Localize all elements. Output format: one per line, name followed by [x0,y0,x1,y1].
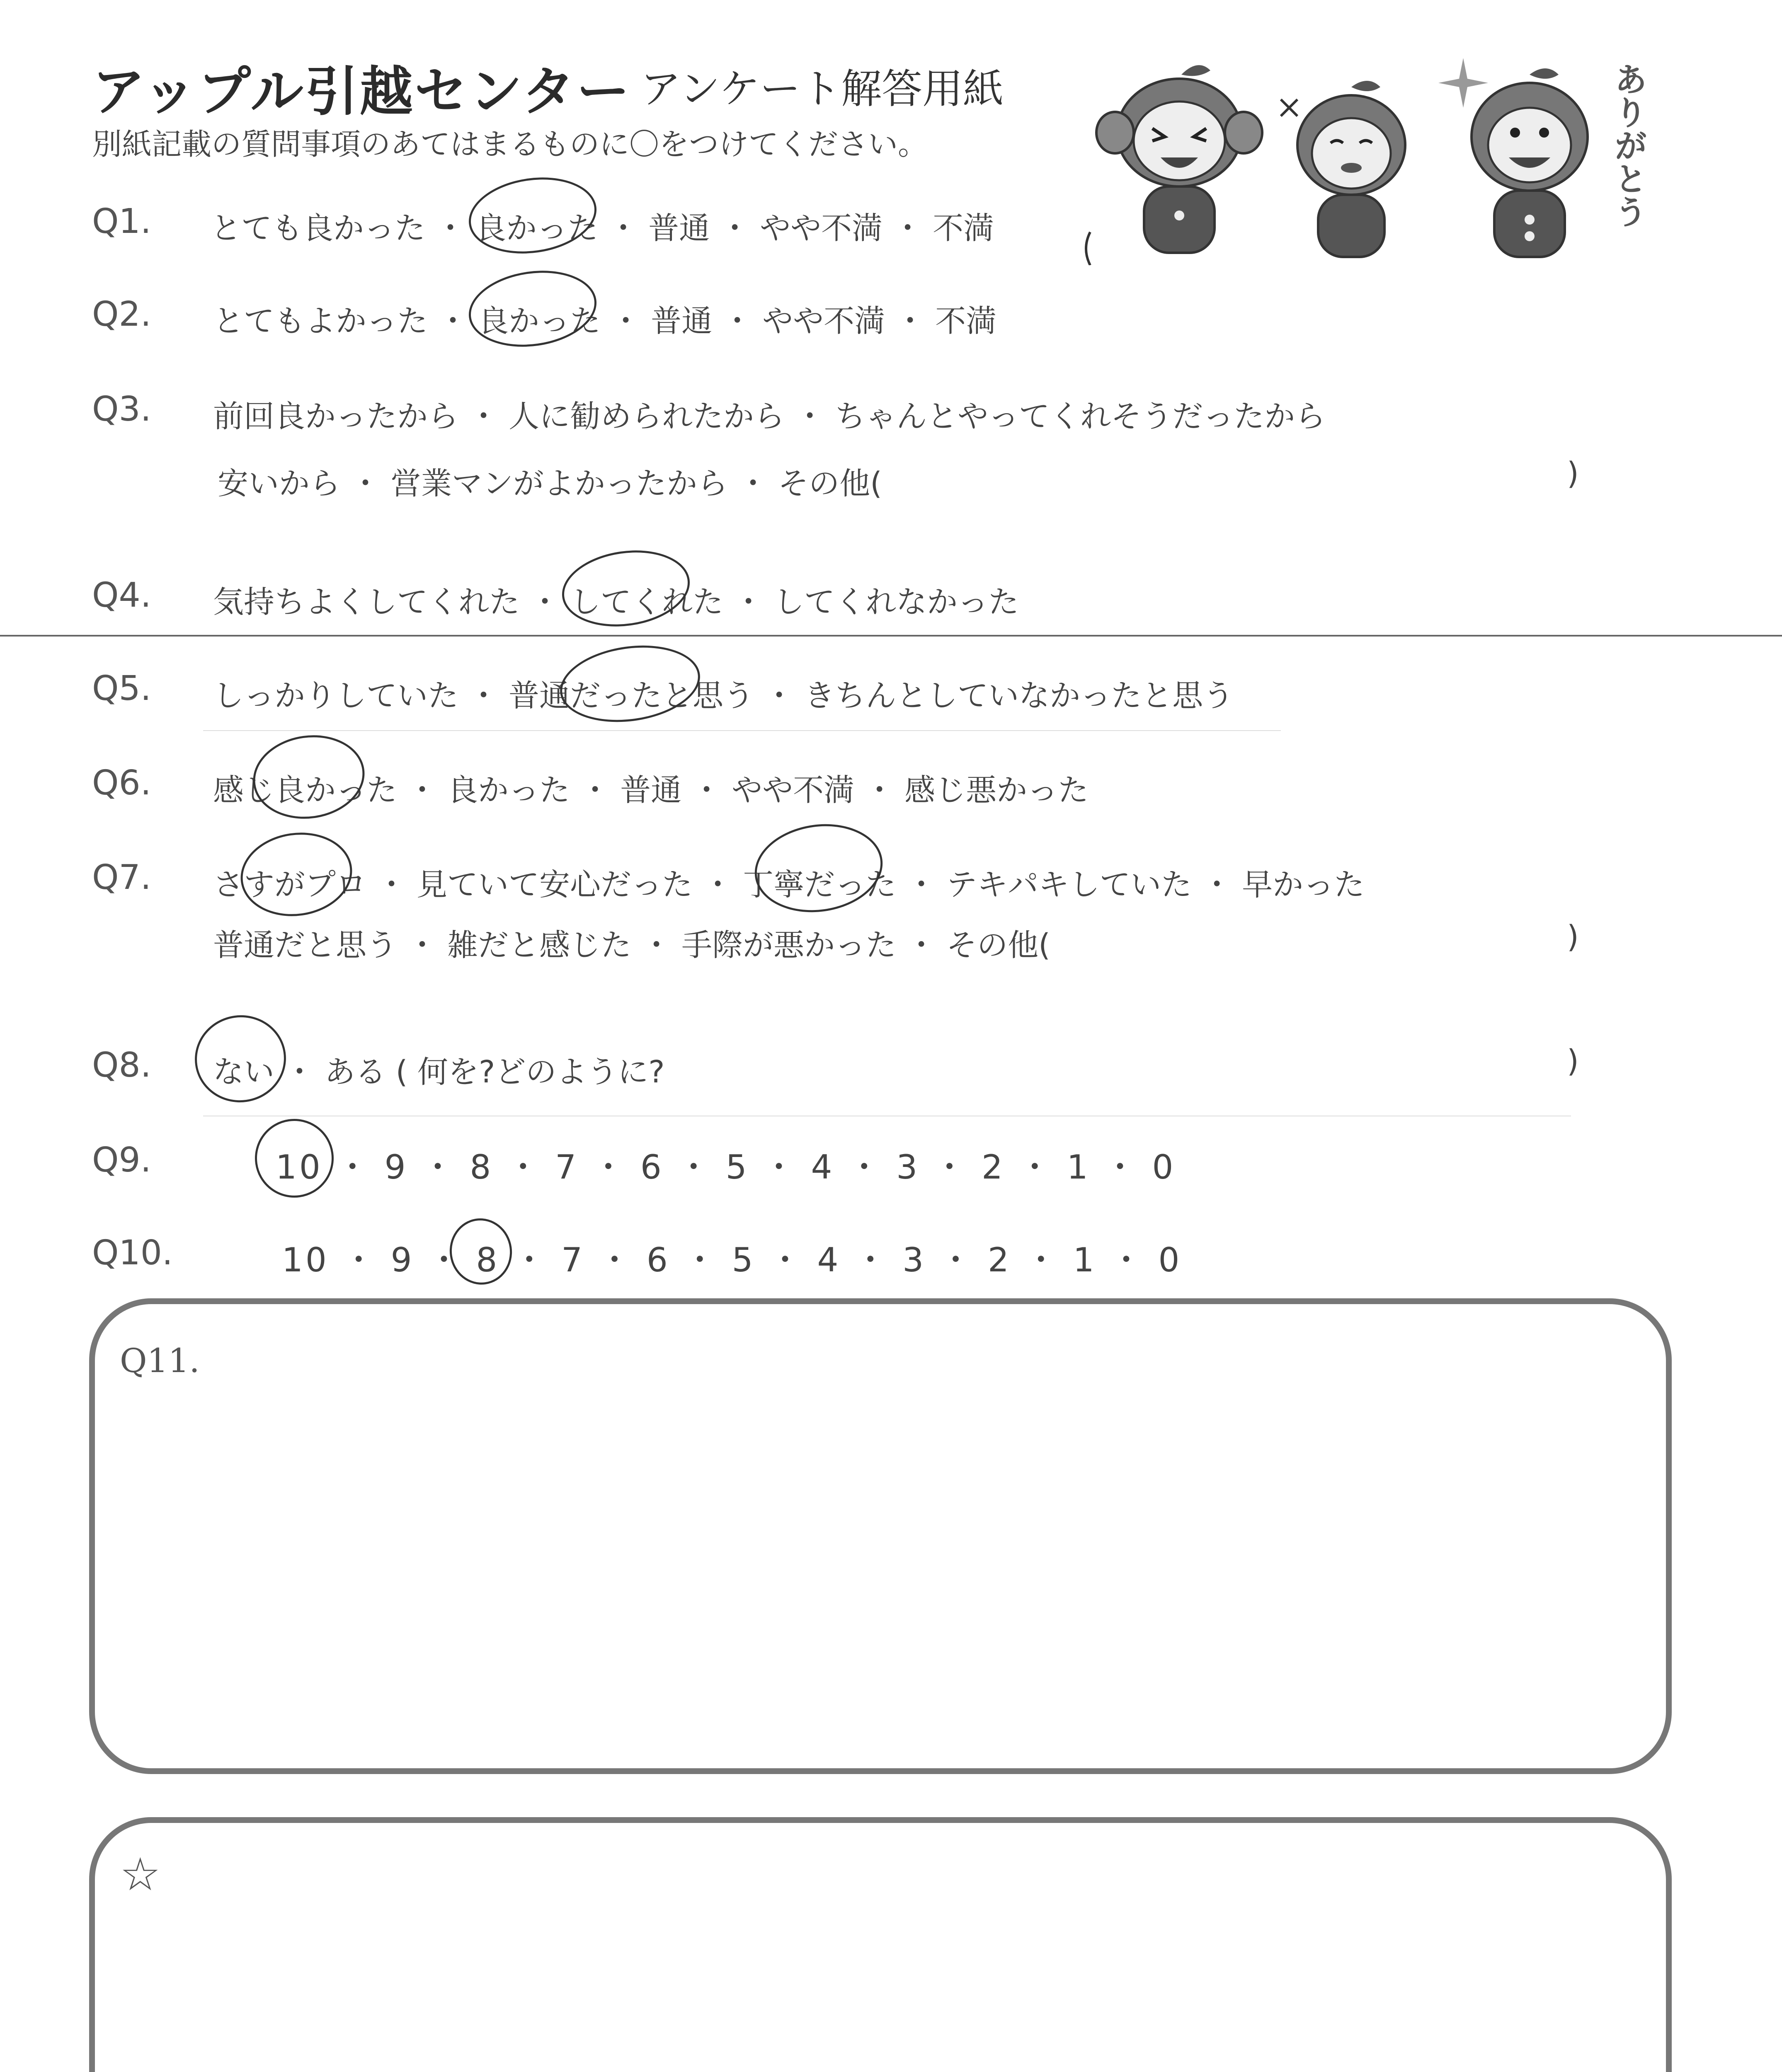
q9-answer-circle [250,1114,339,1203]
q7-answer-circle-2 [749,816,888,920]
q2-number: Q2. [92,295,151,334]
star-comment-box[interactable] [89,1817,1672,2072]
monkey-shy-icon [1273,75,1430,265]
star-label: ☆ [120,1848,161,1901]
q11-label: Q11. [120,1341,200,1380]
q11-comment-box[interactable] [89,1298,1672,1774]
q1-options: とても良かった ・ 良かった ・ 普通 ・ やや不満 ・ 不満 [211,211,994,246]
q7-options-line1: さすがプロ ・ 見ていて安心だった ・ 丁寧だった ・ テキパキしていた ・ 早かった [213,867,1365,903]
q6-options: 感じ良かった ・ 良かった ・ 普通 ・ やや不満 ・ 感じ悪かった [213,772,1089,808]
q8-options: ない ・ ある ( 何を?どのように? [213,1054,665,1090]
q7-number: Q7. [92,858,151,897]
q2-answer-circle [464,263,601,354]
q6-number: Q6. [92,763,151,803]
q7-paren-close: ) [1567,919,1579,955]
q8-paren-close: ) [1567,1043,1579,1079]
q3-number: Q3. [92,390,151,429]
q4-options: 気持ちよくしてくれた ・ してくれた ・ してくれなかった [213,584,1019,620]
q5-answer-circle [555,637,705,731]
q2-options: とてもよかった ・ 良かった ・ 普通 ・ やや不満 ・ 不満 [213,303,997,339]
q10-number: Q10. [92,1233,173,1273]
q3-paren-close: ) [1567,456,1579,491]
q5-underline [203,730,1281,731]
q3-options-line2: 安いから ・ 営業マンがよかったから ・ その他( [218,466,882,501]
q9-number: Q9. [92,1140,151,1180]
monkey-laughing-icon [1082,58,1277,265]
instruction-text: 別紙記載の質問事項のあてはまるものに〇をつけてください。 [92,127,928,162]
q7-answer-circle-1 [235,825,357,923]
q9-scale: 10 ・ 9 ・ 8 ・ 7 ・ 6 ・ 5 ・ 4 ・ 3 ・ 2 ・ 1 ・ 0 [276,1148,1176,1186]
q4-number: Q4. [92,576,151,615]
q6-answer-circle [247,728,370,826]
q8-answer-circle [189,1009,291,1109]
q7-options-line2: 普通だと思う ・ 雑だと感じた ・ 手際が悪かった ・ その他( [213,927,1051,963]
brand-title: アップル引越センター [92,61,631,123]
sparkle-icon [1438,58,1488,108]
q5-options: しっかりしていた ・ 普通だったと思う ・ きちんとしていなかったと思う [213,678,1234,714]
thanks-text: ありがとう [1609,62,1647,228]
form-title: アンケート解答用紙 [640,65,1004,113]
scan-divider [0,635,1782,637]
q3-options-line1: 前回良かったから ・ 人に勧められたから ・ ちゃんとやってくれそうだったから [213,399,1326,434]
q8-number: Q8. [92,1046,151,1085]
q5-number: Q5. [92,669,151,708]
q10-scale: 10 ・ 9 ・ 8 ・ 7 ・ 6 ・ 5 ・ 4 ・ 3 ・ 2 ・ 1 ・ 0 [282,1241,1182,1279]
q1-number: Q1. [92,202,151,241]
